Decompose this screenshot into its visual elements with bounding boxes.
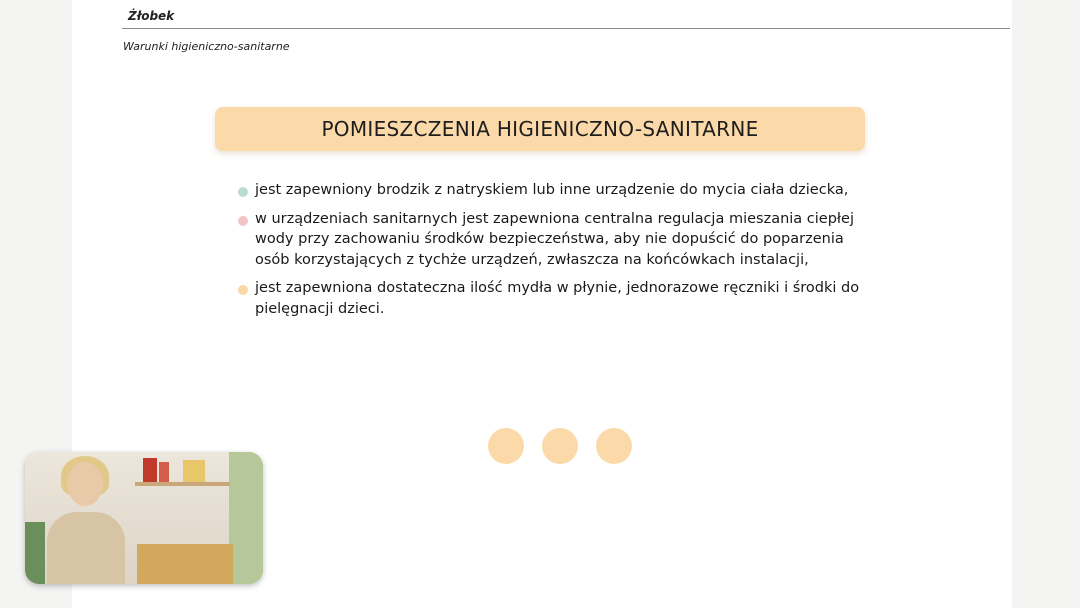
video-shelf bbox=[135, 482, 230, 486]
bullet-text: jest zapewniona dostateczna ilość mydła w płynie, jednorazowe ręczniki i środki do pielęgnacji dzieci. bbox=[255, 280, 860, 317]
lesson-subtitle: Warunki higieniczno-sanitarne bbox=[123, 40, 290, 53]
bullet-item bbox=[238, 180, 878, 201]
bullet-text: jest zapewniony brodzik z natryskiem lub inne urządzenie do mycia ciała dziecka, bbox=[255, 182, 849, 198]
circle-decoration bbox=[542, 428, 578, 464]
slide-title: POMIESZCZENIA HIGIENICZNO-SANITARNE bbox=[321, 117, 759, 141]
video-cabinet bbox=[137, 544, 233, 584]
decorative-circles bbox=[488, 428, 632, 464]
presenter-body bbox=[47, 512, 125, 584]
bullet-text: w urządzeniach sanitarnych jest zapewniona centralna regulacja mieszania ciepłej wody przy zachowaniu środków bezpieczeństwa, aby nie dopuścić do poparzenia osób korzystających z tychże urządzeń, zwłaszcza na końcówkach instalacji, bbox=[255, 210, 854, 268]
presenter-head bbox=[67, 462, 103, 506]
video-window bbox=[229, 452, 263, 584]
bullet-list bbox=[238, 180, 878, 327]
circle-decoration bbox=[596, 428, 632, 464]
presenter-video[interactable] bbox=[25, 452, 263, 584]
video-books bbox=[143, 458, 157, 482]
bullet-item bbox=[238, 209, 878, 271]
video-books bbox=[183, 460, 205, 482]
video-plant bbox=[25, 522, 45, 584]
bullet-dot-icon bbox=[238, 285, 248, 295]
bullet-dot-icon bbox=[238, 216, 248, 226]
video-books bbox=[159, 462, 169, 482]
bullet-item bbox=[238, 278, 878, 319]
slide-title-banner bbox=[215, 107, 865, 151]
bullet-dot-icon bbox=[238, 187, 248, 197]
course-title: Żłobek bbox=[128, 9, 175, 23]
circle-decoration bbox=[488, 428, 524, 464]
header-divider bbox=[122, 28, 1010, 29]
